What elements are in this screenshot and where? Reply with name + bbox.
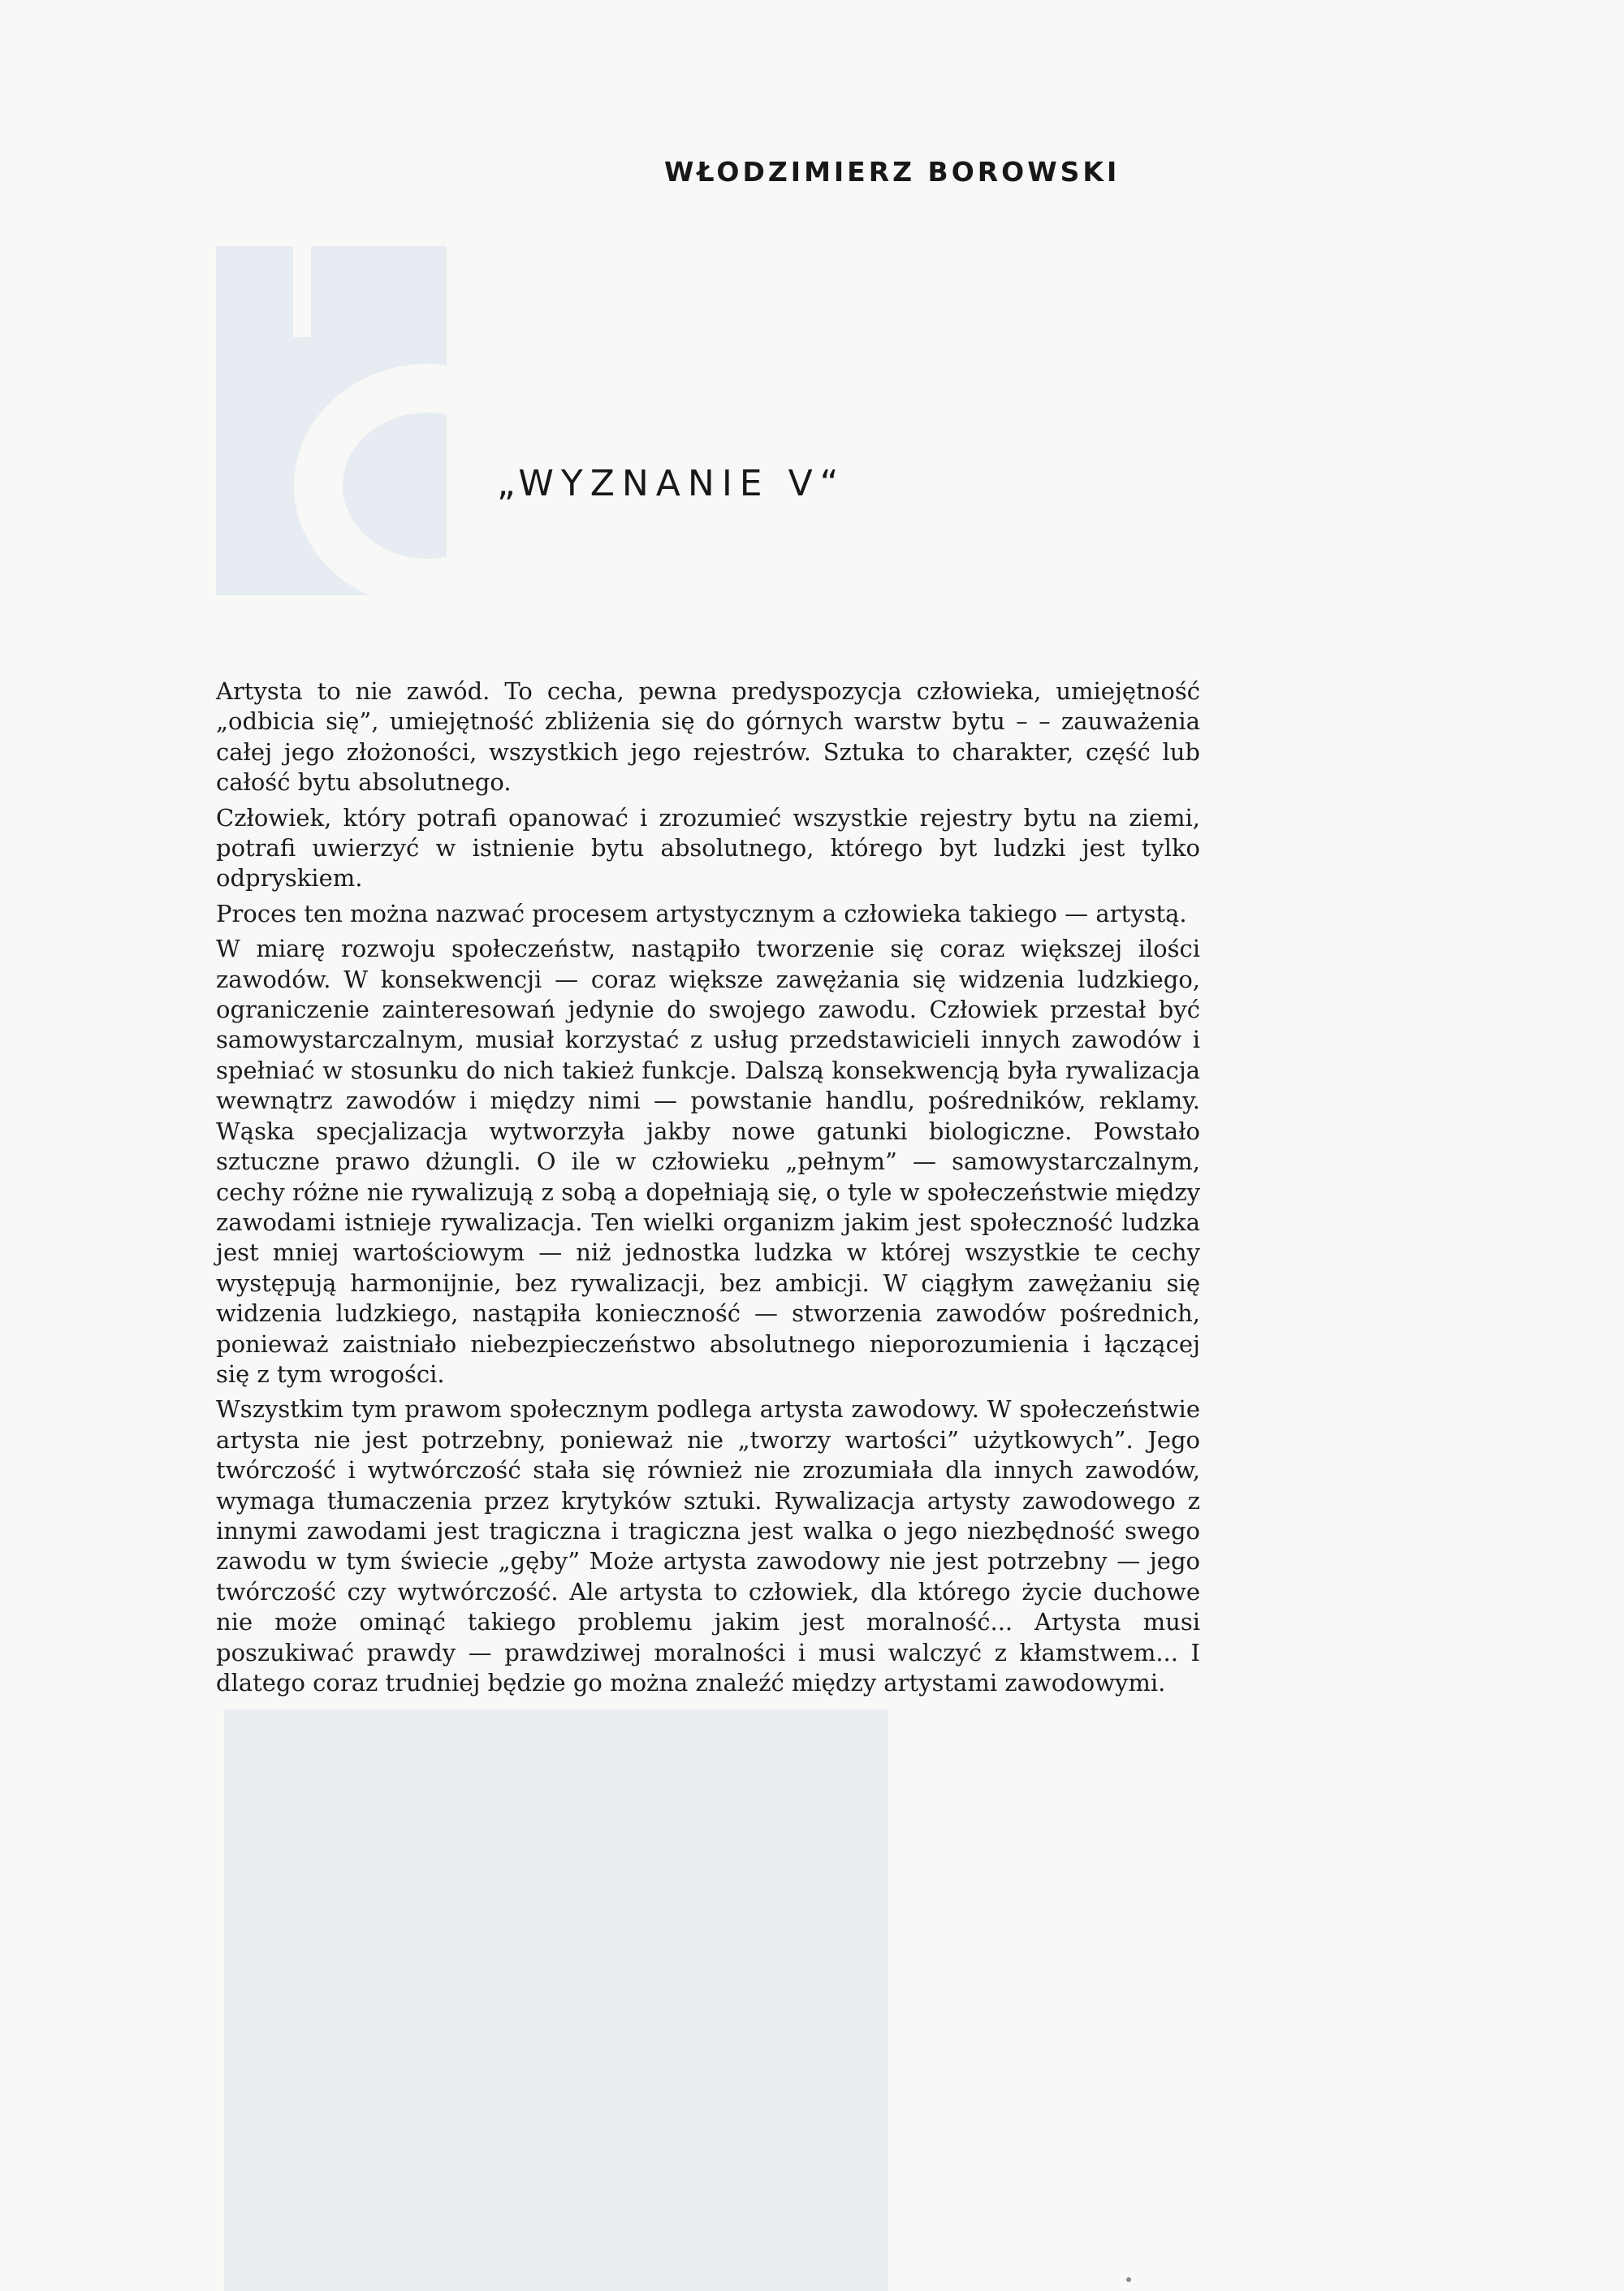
decorative-background-block [224, 1710, 888, 2291]
paragraph: W miarę rozwoju społeczeństw, nastąpiło tworzenie się coraz większej ilości zawodów. W konsekwencji — coraz większe zawężania się widzenia ludzkiego, ograniczenie zainteresowań jedynie do swojego zawodu. Człowiek przestał być samowystarczalnym, musiał korzystać z usług przedstawicieli innych zawodów i spełniać w stosunku do nich takież funkcje. Dalszą konsekwencją była rywalizacja wewnątrz zawodów i między nimi — powstanie handlu, pośredników, reklamy. Wąska specjalizacja wytworzyła jakby nowe gatunki biologiczne. Powstało sztuczne prawo dżungli. O ile w człowieku „pełnym” — samowystarczalnym, cechy różne nie rywalizują z sobą a dopełniają się, o tyle w społeczeństwie między zawodami istnieje rywalizacja. Ten wielki organizm jakim jest społeczność ludzka jest mniej wartościowym — niż jednostka ludzka w której wszystkie te cechy występują harmonijnie, bez rywalizacji, bez ambicji. W ciągłym zawężaniu się widzenia ludzkiego, nastąpiła konieczność — stworzenia zawodów pośrednich, ponieważ zaistniało niebezpieczeństwo absolutnego nieporozumienia i łączącej się z tym wrogości. [216, 935, 1200, 1388]
page-title: „WYZNANIE V“ [497, 463, 846, 504]
paragraph: Człowiek, który potrafi opanować i zrozumieć wszystkie rejestry bytu na ziemi, potrafi uwierzyć w istnienie bytu absolutnego, którego byt ludzki jest tylko odpryskiem. [216, 803, 1200, 893]
decorative-letter-stem [293, 246, 311, 337]
decorative-letter-shape [216, 246, 447, 595]
print-speck [1126, 2277, 1131, 2282]
author-name: WŁODZIMIERZ BOROWSKI [664, 156, 1121, 188]
article-body [216, 676, 1200, 1703]
paragraph: Wszystkim tym prawom społecznym podlega artysta zawodowy. W społeczeństwie artysta nie jest potrzebny, ponieważ nie „tworzy wartości” użytkowych”. Jego twórczość i wytwórczość stała się również nie zrozumiała dla innych zawodów, wymaga tłumaczenia przez krytyków sztuki. Rywalizacja artysty zawodowego z innymi zawodami jest tragiczna i tragiczna jest walka o jego niezbędność swego zawodu w tym świecie „gęby” Może artysta zawodowy nie jest potrzebny — jego twórczość czy wytwórczość. Ale artysta to człowiek, dla którego życie duchowe nie może ominąć takiego problemu jakim jest moralność... Artysta musi poszukiwać prawdy — prawdziwej moralności i musi walczyć z kłamstwem... I dlatego coraz trudniej będzie go można znaleźć między artystami zawodowymi. [216, 1395, 1200, 1697]
paragraph: Artysta to nie zawód. To cecha, pewna predyspozycja człowieka, umiejętność „odbicia się”, umiejętność zbliżenia się do górnych warstw bytu – – zauważenia całej jego złożoności, wszystkich jego rejestrów. Sztuka to charakter, część lub całość bytu absolutnego. [216, 677, 1200, 797]
paragraph: Proces ten można nazwać procesem artystycznym a człowieka takiego — artystą. [216, 899, 1187, 927]
